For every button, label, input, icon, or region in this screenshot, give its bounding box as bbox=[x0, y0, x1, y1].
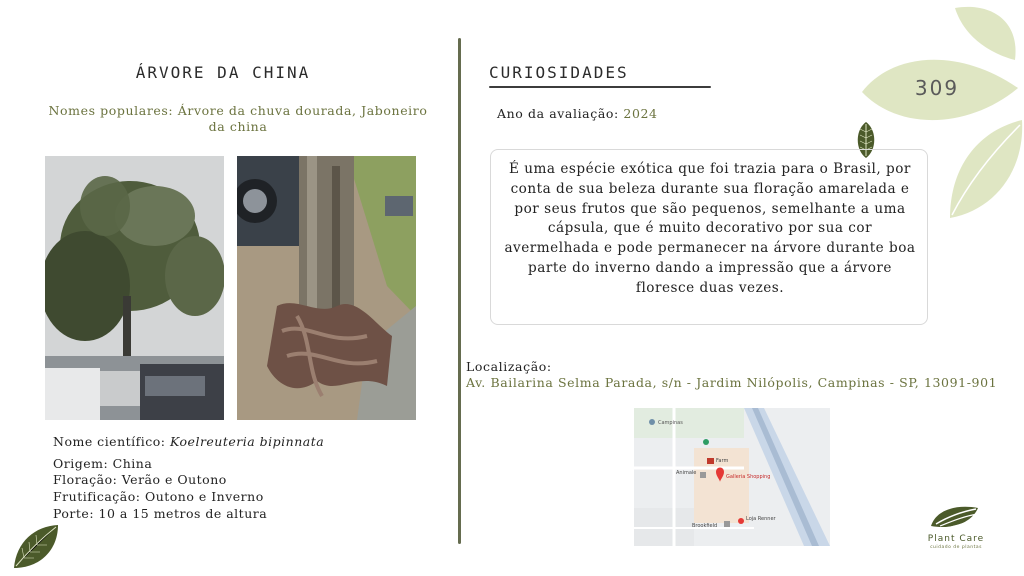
page-title: ÁRVORE DA CHINA bbox=[135, 63, 311, 82]
fruiting-text: Frutificação: Outono e Inverno bbox=[53, 489, 264, 504]
location-address: Av. Bailarina Selma Parada, s/n - Jardim Nilópolis, Campinas - SP, 13091-901 bbox=[466, 375, 998, 390]
evaluation-year: 2024 bbox=[623, 106, 658, 121]
origin-text: Origem: China bbox=[53, 456, 153, 471]
record-number-badge: 309 bbox=[914, 76, 960, 100]
scientific-name-value: Koelreuteria bipinnata bbox=[170, 434, 325, 449]
map-label-brookfield: Brookfield bbox=[692, 523, 718, 529]
leaf-decoration-bottom-left bbox=[10, 522, 62, 572]
map-label-animale: Animale bbox=[676, 470, 697, 476]
flowering-text: Floração: Verão e Outono bbox=[53, 472, 227, 487]
roots-photo bbox=[237, 156, 416, 420]
curiosities-title: CURIOSIDADES bbox=[489, 63, 629, 82]
evaluation-year-line bbox=[497, 106, 658, 121]
location-label: Localização: bbox=[466, 359, 552, 374]
map-label-campinas: Campinas bbox=[658, 420, 683, 426]
scientific-name-label: Nome científico: bbox=[53, 434, 166, 449]
tree-photo bbox=[45, 156, 224, 420]
map-label-farm: Farm bbox=[716, 458, 729, 464]
scientific-name-line bbox=[53, 434, 324, 449]
curiosities-underline bbox=[489, 86, 711, 88]
logo-tagline: cuidado de plantas bbox=[930, 545, 982, 550]
location-map[interactable] bbox=[634, 408, 830, 546]
size-text: Porte: 10 a 15 metros de altura bbox=[53, 506, 268, 521]
map-label-renner: Loja Renner bbox=[746, 516, 776, 522]
curiosity-text: É uma espécie exótica que foi trazia para o Brasil, por conta de sua beleza durante sua floração amarelada e por seus frutos que são pequenos, semelhante a uma cápsula, que é muito decorativo por sua cor avermelhada e pode permanecer na árvore durante boa parte do inverno dando a impressão que a árvore floresce duas vezes. bbox=[504, 161, 916, 296]
map-label-galleria: Galleria Shopping bbox=[726, 474, 771, 480]
evaluation-label: Ano da avaliação: bbox=[497, 106, 619, 121]
plant-care-logo-icon bbox=[928, 502, 982, 532]
logo-name: Plant Care bbox=[927, 534, 985, 544]
column-divider bbox=[458, 38, 461, 544]
popular-names: Nomes populares: Árvore da chuva dourada, Jaboneiro da china bbox=[48, 103, 428, 134]
